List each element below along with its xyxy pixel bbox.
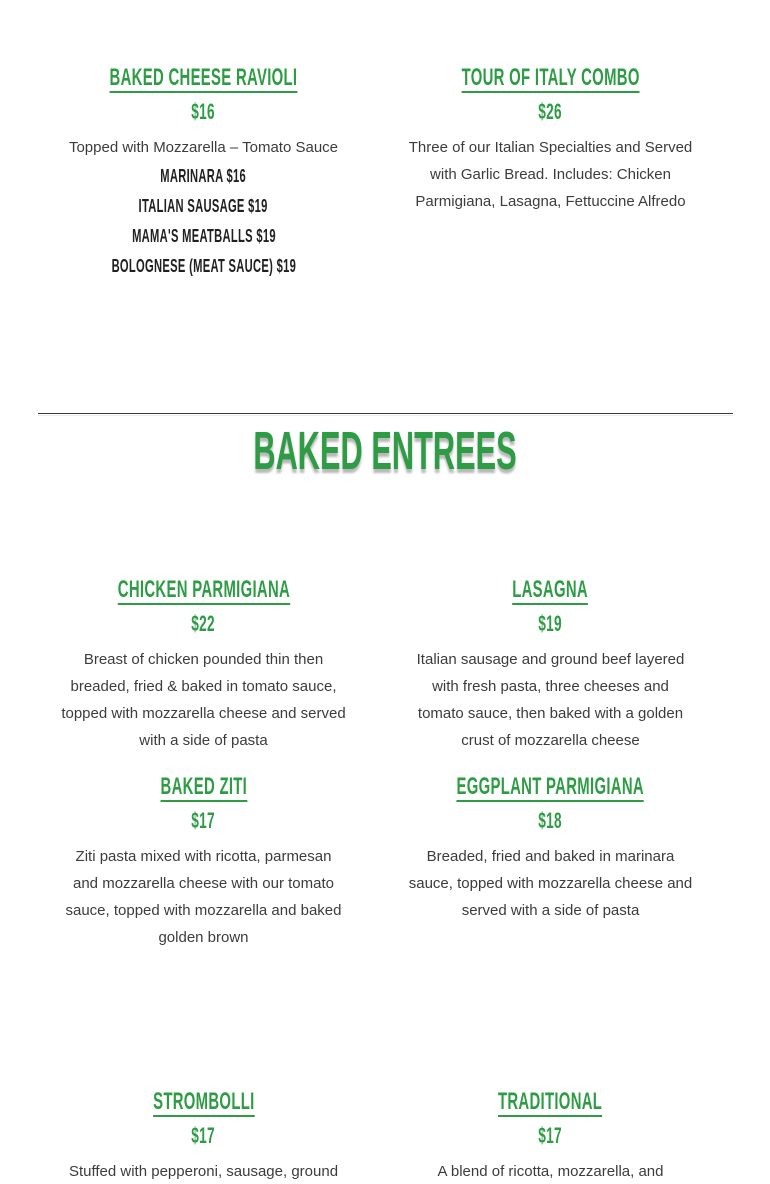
menu-item-baked-cheese-ravioli <box>30 66 377 281</box>
menu-item-traditional <box>377 1090 724 1184</box>
description-line: Topped with Mozzarella – Tomato Sauce <box>68 139 339 156</box>
item-description <box>30 134 377 161</box>
description-line: A blend of ricotta, mozzarella, and <box>437 1163 664 1180</box>
item-name-text[interactable]: LASAGNA <box>512 576 589 603</box>
item-price: $18 <box>538 808 563 833</box>
description-line: and mozzarella cheese with our tomato <box>73 875 334 892</box>
variant-line: MARINARA $16 <box>160 166 247 186</box>
section-title-baked-entrees: BAKED ENTREES <box>253 421 517 481</box>
item-name-text[interactable]: EGGPLANT PARMIGIANA <box>456 773 645 800</box>
item-description <box>377 134 724 215</box>
item-link-strombolli[interactable] <box>30 1090 377 1117</box>
item-name-text[interactable]: TOUR OF ITALY COMBO <box>461 64 640 91</box>
description-line: tomato sauce, then baked with a golden <box>417 705 684 722</box>
item-price: $26 <box>538 99 563 124</box>
item-price: $17 <box>191 1123 216 1148</box>
menu-item-strombolli <box>30 1090 377 1184</box>
menu-row-bottom <box>30 1090 724 1184</box>
item-price: $19 <box>538 611 563 636</box>
description-line: topped with mozzarella cheese and served <box>61 705 346 722</box>
description-line: with fresh pasta, three cheeses and <box>432 678 669 695</box>
description-line: breaded, fried & baked in tomato sauce, <box>70 678 337 695</box>
menu-item-eggplant-parmigiana <box>377 775 724 951</box>
menu-item-baked-ziti <box>30 775 377 951</box>
item-link-eggplant-parmigiana[interactable] <box>377 775 724 802</box>
item-link-baked-cheese-ravioli[interactable] <box>30 66 377 93</box>
description-line: crust of mozzarella cheese <box>461 732 640 749</box>
description-line: golden brown <box>158 929 249 946</box>
description-line: Breast of chicken pounded thin then <box>83 651 324 668</box>
description-line: served with a side of pasta <box>461 902 640 919</box>
item-link-tour-of-italy-combo[interactable] <box>377 66 724 93</box>
item-price: $17 <box>191 808 216 833</box>
description-line: sauce, topped with mozzarella cheese and <box>408 875 693 892</box>
item-price: $22 <box>191 611 216 636</box>
menu-item-lasagna <box>377 578 724 754</box>
description-line: Italian sausage and ground beef layered <box>416 651 685 668</box>
item-variants <box>30 161 377 281</box>
description-line: sauce, topped with mozzarella and baked <box>65 902 342 919</box>
item-description <box>30 646 377 754</box>
description-line: with a side of pasta <box>139 732 268 749</box>
variant-line: MAMA'S MEATBALLS $19 <box>131 226 276 246</box>
variant-line: BOLOGNESE (MEAT SAUCE) $19 <box>111 256 296 276</box>
item-link-traditional[interactable] <box>377 1090 724 1117</box>
section-divider <box>38 413 733 414</box>
item-description <box>377 1158 724 1184</box>
item-name-text[interactable]: TRADITIONAL <box>498 1088 603 1115</box>
description-line: Stuffed with pepperoni, sausage, ground <box>68 1163 339 1180</box>
menu-item-tour-of-italy-combo <box>377 66 724 281</box>
description-line: Ziti pasta mixed with ricotta, parmesan <box>75 848 332 865</box>
item-link-baked-ziti[interactable] <box>30 775 377 802</box>
description-line: Parmigiana, Lasagna, Fettuccine Alfredo <box>415 193 686 210</box>
item-description <box>377 843 724 924</box>
variant-line: ITALIAN SAUSAGE $19 <box>138 196 269 216</box>
item-name-text[interactable]: STROMBOLLI <box>152 1088 255 1115</box>
description-line: Breaded, fried and baked in marinara <box>426 848 675 865</box>
item-link-chicken-parmigiana[interactable] <box>30 578 377 605</box>
description-line: with Garlic Bread. Includes: Chicken <box>430 166 671 183</box>
item-link-lasagna[interactable] <box>377 578 724 605</box>
item-name-text[interactable]: BAKED ZITI <box>160 773 247 800</box>
item-description <box>30 1158 377 1184</box>
item-description <box>30 843 377 951</box>
item-name-text[interactable]: CHICKEN PARMIGIANA <box>117 576 290 603</box>
menu-row-baked-entrees-2 <box>30 775 724 951</box>
item-price: $16 <box>191 99 216 124</box>
menu-item-chicken-parmigiana <box>30 578 377 754</box>
description-line: Three of our Italian Specialties and Served <box>408 139 693 156</box>
menu-row-baked-entrees-1 <box>30 578 724 754</box>
item-price: $17 <box>538 1123 563 1148</box>
item-description <box>377 646 724 754</box>
menu-row-top <box>30 0 724 281</box>
item-name-text[interactable]: BAKED CHEESE RAVIOLI <box>109 64 298 91</box>
